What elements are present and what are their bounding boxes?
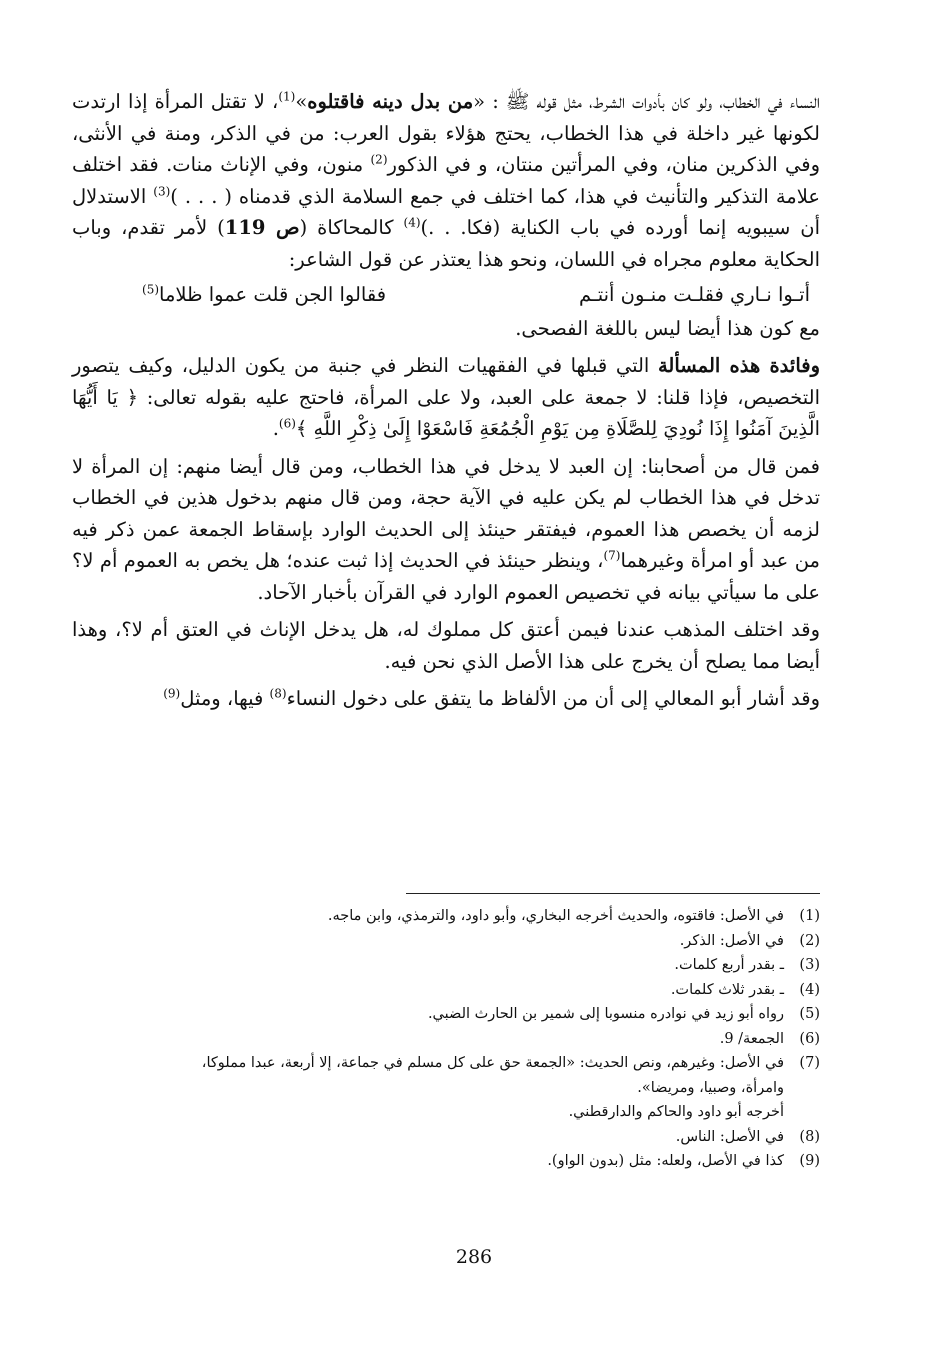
footnote-number: (6): [799, 1030, 820, 1047]
footnote-text: أخرجه أبو داود والحاكم والدارقطني.: [568, 1104, 784, 1120]
paragraph-5: وقد اختلف المذهب عندنا فيمن أعتق كل مملوك له، هل يدخل الإناث في العتق أم لا؟، وهذا أيضا مما يصلح أن يخرج على هذا الأصل الذي نحن فيه.: [72, 618, 820, 673]
footnote: [72, 953, 820, 978]
text-run: فمن قال من أصحابنا: إن العبد لا يدخل في هذا الخطاب، ومن قال أيضا منهم: إن المرأة لا تدخل في هذا الخطاب لم يكن عليه في الآية حجة، ومن قال منهم بدخول هذين في الخطاب لزمه أن يخصص هذا العموم، فيفتقر حينئذ إلى الحديث الوارد بإسقاط الجمعة عمن ذكر فيه من عبد أو امرأة وغيرهما: [72, 454, 820, 572]
page-reference: ص 119: [224, 216, 300, 239]
footnote-ref-8[interactable]: (8): [269, 686, 287, 701]
text-run: الاستدلال أن سيبويه إنما أورده في باب الكناية (فكا. . .): [72, 184, 820, 239]
paragraph-6: [72, 683, 820, 715]
footnote-ref-6[interactable]: (6): [278, 416, 296, 431]
footnote-text: وامرأة، وصبيا، ومريضا».: [637, 1079, 784, 1096]
text-run: فيها، ومثل: [180, 687, 270, 710]
footnote: [72, 1125, 820, 1150]
footnote: [72, 978, 820, 1003]
footnote-text: في الأصل: وغيرهم، ونص الحديث: «الجمعة حق على كل مسلم في جماعة، إلا أربعة، عبدا مملوكا،: [201, 1055, 784, 1071]
footnote-number: (3): [799, 957, 820, 973]
text-run: كالمحاكاة (: [299, 216, 404, 239]
section-lead: وفائدة هذه المسألة: [657, 354, 820, 377]
footnote-text: كذا في الأصل، ولعله: مثل (بدون الواو).: [547, 1153, 784, 1169]
paragraph-2: مع كون هذا أيضا ليس باللغة الفصحى.: [515, 316, 820, 340]
footnote-text: في الأصل: فاقتوه، والحديث أخرجه البخاري، وأبو داود، والترمذي، وابن ماجه.: [327, 908, 784, 924]
footnote-ref-1[interactable]: (1): [278, 89, 296, 104]
footnote-ref-9[interactable]: (9): [163, 686, 181, 701]
footnote-text: ـ بقدر أربع كلمات.: [674, 957, 784, 973]
footnote-divider: [406, 893, 820, 894]
text-run: ، لا تقتل المرأة إذا ارتدت لكونها غير داخلة في هذا الخطاب، يحتج هؤلاء بقول العرب: من في الذكر، ومنة في الأنثى، وفي الذكرين منان، وفي المرأتين منتان، و في الذكور: [72, 90, 820, 176]
footnote-text: رواه أبو زيد في نوادره منسوبا إلى شمير بن الحارث الضبي.: [427, 1006, 784, 1022]
text-run: ﴾: [295, 417, 314, 440]
poetry-verse: [72, 279, 820, 311]
footnote: [72, 1051, 820, 1076]
text-run: منون، وفي الإناث منات. فقد اختلف علامة التذكير والتأنيث في هذا، كما اختلف في جمع السلامة الذي قدمناه ( . . . ): [72, 153, 820, 208]
footnote-ref-2[interactable]: (2): [370, 152, 388, 167]
quran-verse: يَا أَيُّهَا الَّذِينَ آمَنُوا إِذَا نُودِيَ لِلصَّلَاةِ مِن يَوْمِ الْجُمُعَةِ فَاسْعَوْا إِلَىٰ ذِكْرِ اللَّهِ: [72, 385, 820, 440]
text-run: .: [272, 417, 279, 440]
text-run: ) لأمر تقدم، وباب الحكاية معلوم مجراه في اللسان، ونحو هذا يعتذر عن قول الشاعر:: [72, 216, 820, 271]
footnote-ref-7[interactable]: (7): [603, 548, 621, 563]
footnote: [72, 1027, 820, 1052]
footnote: [72, 1149, 820, 1174]
footnote-number: (1): [799, 908, 820, 924]
text-run: ، وينظر حينئذ في الحديث إذا ثبت عنده؛ هل يخص به العموم أم لا؟ على ما سيأتي بيانه في تخصيص العموم الوارد في القرآن بأخبار الآحاد.: [72, 549, 820, 604]
footnote-ref-4[interactable]: (4): [403, 215, 421, 230]
footnote-number: (7): [799, 1055, 820, 1071]
footnote: [72, 904, 820, 929]
footnote-number: (5): [799, 1006, 820, 1022]
footnote: [72, 1002, 820, 1027]
page-number: 286: [455, 1246, 493, 1268]
footnote-text: في الأصل: الناس.: [675, 1128, 784, 1145]
footnote-text: الجمعة/ 9.: [719, 1030, 784, 1047]
verse-first-hemistich: أتـوا نـاري فقلـت منـون أنتـم: [579, 283, 810, 306]
verse-text: فقالوا الجن قلت عموا ظلاما: [159, 283, 387, 306]
verse-second-hemistich: [142, 279, 386, 311]
footnote-number: (8): [799, 1128, 820, 1145]
hadith-quote: من بدل دينه فاقتلوه: [307, 90, 474, 113]
paragraph-4: [72, 451, 820, 609]
text-run: »: [295, 90, 308, 113]
paragraph-1: [72, 86, 820, 275]
footnote-number: (2): [799, 932, 820, 949]
footnote-text: ـ بقدر ثلاث كلمات.: [670, 981, 784, 998]
footnote-continuation: [72, 1076, 820, 1101]
main-text: [72, 86, 820, 715]
text-run: التي قبلها في الفقهيات النظر في جنبة من يكون الدليل، وكيف يتصور التخصيص، فإذا قلنا: لا جمعة على العبد، ولا على المرأة، فاحتج عليه بقوله تعالى: ﴿: [72, 354, 821, 409]
text-run: وقد أشار أبو المعالي إلى أن من الألفاظ ما يتفق على دخول النساء: [286, 687, 820, 710]
footnote-ref-5[interactable]: (5): [142, 282, 160, 297]
paragraph-3: [72, 350, 820, 445]
text-run: النساء في الخطاب، ولو كان بأدوات الشرط، مثل قوله ﷺ : «: [473, 90, 820, 113]
footnote-text: في الأصل: الذكر.: [679, 932, 784, 949]
footnotes: [72, 904, 820, 1174]
footnote-ref-3[interactable]: (3): [153, 184, 171, 198]
footnote: [72, 929, 820, 954]
footnote-number: (4): [799, 981, 820, 998]
footnote-number: (9): [799, 1153, 820, 1169]
footnote-continuation: [72, 1100, 820, 1125]
